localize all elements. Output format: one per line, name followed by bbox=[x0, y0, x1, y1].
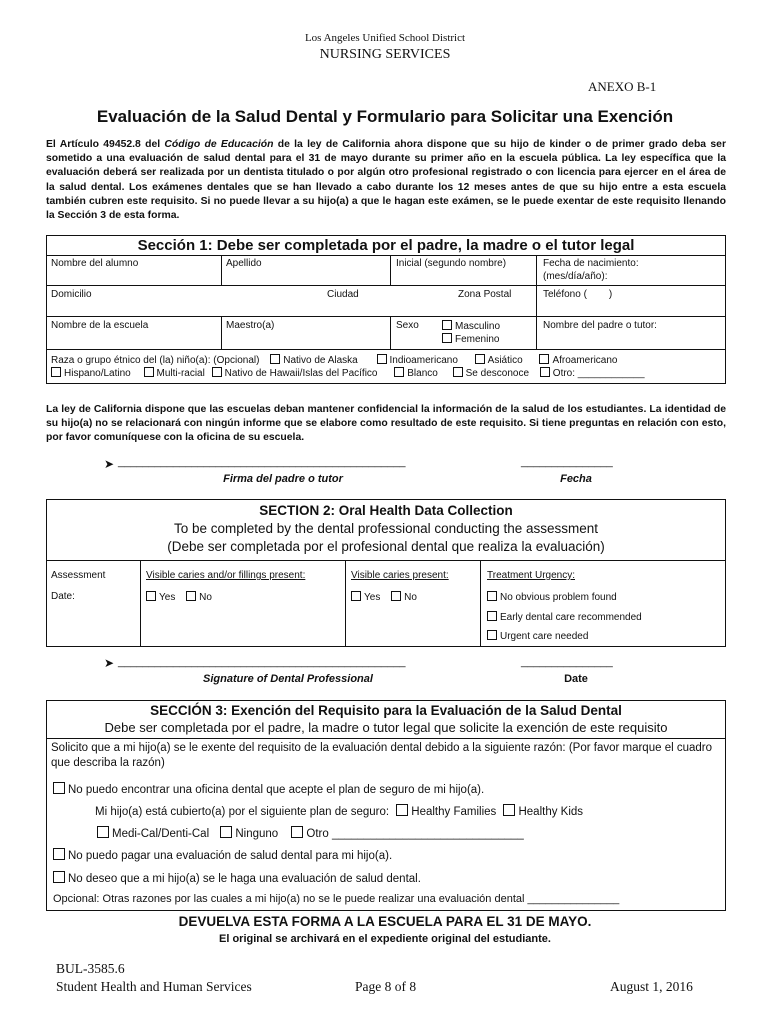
eth-option-hawaii[interactable]: Nativo de Hawaii/Islas del Pacífico bbox=[212, 368, 378, 379]
caries-yes[interactable]: Yes bbox=[351, 592, 380, 603]
caries-fillings-label: Visible caries and/or fillings present: bbox=[146, 570, 306, 581]
return-instructions: DEVUELVA ESTA FORMA A LA ESCUELA PARA EL 31 DE MAYO. bbox=[178, 914, 592, 929]
checkbox-icon[interactable] bbox=[453, 367, 463, 377]
section3-subtitle: Debe ser completada por el padre, la madre o tutor legal que solicite la exención de este requisito bbox=[104, 720, 668, 735]
last-name-label: Apellido bbox=[226, 258, 262, 269]
zip-label: Zona Postal bbox=[458, 289, 512, 300]
urgency-none[interactable]: No obvious problem found bbox=[487, 591, 617, 603]
footer-date: August 1, 2016 bbox=[610, 979, 693, 994]
dentist-signature-label: Signature of Dental Professional bbox=[203, 673, 373, 685]
urgency-urgent[interactable]: Urgent care needed bbox=[487, 630, 588, 642]
teacher-label: Maestro(a) bbox=[226, 320, 275, 331]
eth-option-afroamericano[interactable]: Afroamericano bbox=[539, 355, 617, 366]
assessment-label: Assessment bbox=[51, 570, 106, 581]
dob-label: Fecha de nacimiento: bbox=[543, 258, 639, 269]
checkbox-icon[interactable] bbox=[487, 630, 497, 640]
checkbox-icon[interactable] bbox=[212, 367, 222, 377]
eth-option-multiracial[interactable]: Multi-racial bbox=[144, 368, 205, 379]
intro-paragraph: El Artículo 49452.8 del Código de Educación de la ley de California ahora dispone que su hijo de kinder o de primer grado deba ser sometido a una evaluación de salud dental para el 31 de mayo durante su primer año en la escuela pública. La ley específica que la evaluación deberá ser realizada por un dentista titulado o por algún otro profesional registrado o con licencia para ejercer en el área de la salud dental. Los exámenes dentales que se han llevado a cabo durante los 12 meses antes de que su hijo entre a esta escuela también cubren este requisito. Si no puede llevar a su hijo(a) a que le hagan este exámen, se le puede exentar de este requisito llenando la Sección 3 de esta forma. bbox=[46, 139, 726, 222]
checkbox-icon[interactable] bbox=[53, 848, 65, 860]
checkbox-icon[interactable] bbox=[487, 591, 497, 601]
parent-date-line[interactable]: _______________ bbox=[521, 456, 613, 468]
sex-female-option[interactable]: Femenino bbox=[442, 333, 499, 345]
confidentiality-note: La ley de California dispone que las escuelas deban mantener confidencial la información de la salud de los estudiantes. La identidad de su hijo(a) no se relacionará con ningún informe que se elabore como resultado de este requisito. Si tiene preguntas en relación con esto, por favor comuníquese con la oficina de su escuela. bbox=[46, 404, 726, 444]
section3-title: SECCIÓN 3: Exención del Requisito para la Evaluación de la Salud Dental bbox=[150, 703, 622, 718]
arrow-icon: ➤ bbox=[104, 656, 115, 670]
address-label: Domicilio bbox=[51, 289, 92, 300]
section2-title: SECTION 2: Oral Health Data Collection bbox=[259, 503, 513, 518]
section1-title: Sección 1: Debe ser completada por el padre, la madre o el tutor legal bbox=[137, 237, 635, 254]
eth-option-desconoce[interactable]: Se desconoce bbox=[453, 368, 529, 379]
caries-fillings-no[interactable]: No bbox=[186, 592, 212, 603]
insurance-otro[interactable]: Otro ______________________________ bbox=[291, 828, 523, 840]
insurance-healthy-kids[interactable]: Healthy Kids bbox=[503, 806, 583, 818]
checkbox-icon[interactable] bbox=[270, 354, 280, 364]
checkbox-icon[interactable] bbox=[186, 591, 196, 601]
checkbox-icon[interactable] bbox=[53, 871, 65, 883]
parent-signature-label: Firma del padre o tutor bbox=[223, 473, 343, 485]
checkbox-icon[interactable] bbox=[475, 354, 485, 364]
division-name: Student Health and Human Services bbox=[56, 979, 252, 994]
exemption-optional-reason[interactable]: Opcional: Otras razones por las cuales a mi hijo(a) no se le puede realizar una evaluación dental _______________ bbox=[53, 893, 620, 905]
checkbox-icon[interactable] bbox=[503, 804, 515, 816]
dob-format-label: (mes/día/año): bbox=[543, 271, 608, 282]
checkbox-icon[interactable] bbox=[377, 354, 387, 364]
eth-option-asiatico[interactable]: Asiático bbox=[475, 355, 523, 366]
ethnicity-label: Raza o grupo étnico del (la) niño(a): (Opcional) bbox=[51, 355, 260, 366]
checkbox-icon[interactable] bbox=[146, 591, 156, 601]
page-title: Evaluación de la Salud Dental y Formulario para Solicitar una Exención bbox=[96, 107, 674, 126]
eth-option-hispano[interactable]: Hispano/Latino bbox=[51, 368, 131, 379]
checkbox-icon[interactable] bbox=[291, 826, 303, 838]
student-name-label: Nombre del alumno bbox=[51, 258, 139, 269]
exemption-request: Solicito que a mi hijo(a) se le exente del requisito de la evaluación dental debido a la siguiente razón: (Por favor marque el cuadro que describa la razón) bbox=[51, 742, 713, 769]
ethnicity-row-1 bbox=[51, 354, 617, 366]
insurance-row-2 bbox=[97, 826, 524, 840]
parent-signature-line[interactable]: _______________________________________________ bbox=[118, 456, 406, 468]
district-name: Los Angeles Unified School District bbox=[304, 32, 466, 44]
dentist-signature-line[interactable]: _______________________________________________ bbox=[118, 656, 406, 668]
arrow-icon: ➤ bbox=[104, 457, 115, 471]
eth-option-indioamericano[interactable]: Indioamericano bbox=[377, 355, 458, 366]
insurance-ninguno[interactable]: Ninguno bbox=[220, 828, 278, 840]
eth-option-otro[interactable]: Otro: ____________ bbox=[540, 368, 645, 379]
insurance-row-1: Mi hijo(a) está cubierto(a) por el siguiente plan de seguro: Healthy Families Healthy Kids bbox=[95, 806, 584, 818]
school-name-label: Nombre de la escuela bbox=[51, 320, 149, 331]
exemption-option-no-office[interactable]: No puedo encontrar una oficina dental que acepte el plan de seguro de mi hijo(a). bbox=[53, 782, 484, 796]
ethnicity-row-2 bbox=[51, 367, 645, 379]
annex-label: ANEXO B-1 bbox=[588, 79, 657, 94]
department-name: NURSING SERVICES bbox=[319, 47, 451, 62]
checkbox-icon[interactable] bbox=[539, 354, 549, 364]
dentist-date-line[interactable]: _______________ bbox=[521, 656, 613, 668]
archive-note: El original se archivará en el expediente original del estudiante. bbox=[219, 933, 551, 945]
checkbox-icon[interactable] bbox=[351, 591, 361, 601]
checkbox-icon[interactable] bbox=[97, 826, 109, 838]
exemption-option-cannot-pay[interactable]: No puedo pagar una evaluación de salud dental para mi hijo(a). bbox=[53, 848, 392, 862]
parent-date-label: Fecha bbox=[560, 473, 592, 485]
eth-option-alaska[interactable]: Nativo de Alaska bbox=[270, 355, 358, 366]
checkbox-icon[interactable] bbox=[51, 367, 61, 377]
checkbox-icon[interactable] bbox=[442, 320, 452, 330]
parent-name-label: Nombre del padre o tutor: bbox=[543, 320, 657, 331]
section2-subtitle-es: (Debe ser completada por el profesional dental que realiza la evaluación) bbox=[167, 539, 605, 554]
checkbox-icon[interactable] bbox=[442, 333, 452, 343]
checkbox-icon[interactable] bbox=[540, 367, 550, 377]
exemption-option-no-consent[interactable]: No deseo que a mi hijo(a) se le haga una evaluación de salud dental. bbox=[53, 871, 421, 885]
dentist-date-label: Date bbox=[564, 673, 588, 685]
checkbox-icon[interactable] bbox=[144, 367, 154, 377]
caries-label: Visible caries present: bbox=[351, 570, 449, 581]
urgency-label: Treatment Urgency: bbox=[487, 570, 575, 581]
checkbox-icon[interactable] bbox=[220, 826, 232, 838]
city-label: Ciudad bbox=[327, 289, 359, 300]
sex-label: Sexo bbox=[396, 320, 419, 331]
section2-subtitle-en: To be completed by the dental professional conducting the assessment bbox=[173, 521, 598, 536]
checkbox-icon[interactable] bbox=[396, 804, 408, 816]
insurance-healthy-families[interactable]: Healthy Families bbox=[396, 806, 496, 818]
caries-no[interactable]: No bbox=[391, 592, 417, 603]
bulletin-number: BUL-3585.6 bbox=[56, 961, 125, 976]
checkbox-icon[interactable] bbox=[391, 591, 401, 601]
insurance-medi-cal[interactable]: Medi-Cal/Denti-Cal bbox=[97, 828, 209, 840]
page-number: Page 8 of 8 bbox=[355, 979, 417, 994]
assessment-date-label: Date: bbox=[51, 591, 75, 602]
eth-option-blanco[interactable]: Blanco bbox=[394, 368, 438, 379]
caries-options bbox=[351, 591, 417, 603]
phone-label: Teléfono ( ) bbox=[543, 289, 613, 300]
caries-fillings-yes[interactable]: Yes bbox=[146, 592, 175, 603]
checkbox-icon[interactable] bbox=[53, 782, 65, 794]
middle-initial-label: Inicial (segundo nombre) bbox=[396, 258, 507, 269]
caries-fillings-options bbox=[146, 591, 212, 603]
checkbox-icon[interactable] bbox=[394, 367, 404, 377]
checkbox-icon[interactable] bbox=[487, 611, 497, 621]
urgency-early[interactable]: Early dental care recommended bbox=[487, 611, 642, 623]
sex-male-option[interactable]: Masculino bbox=[442, 320, 500, 332]
